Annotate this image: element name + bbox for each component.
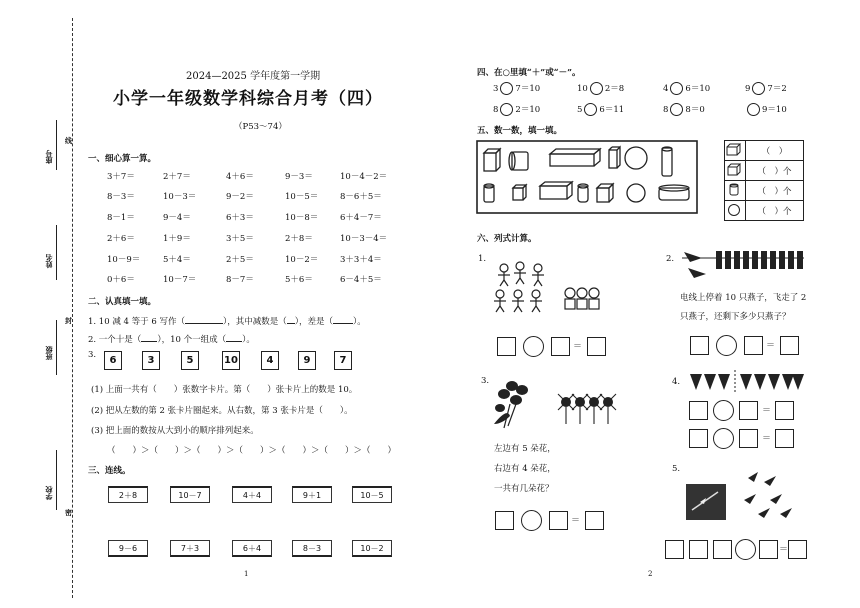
answer-box[interactable] [587, 337, 606, 356]
operator-left-number: 8 [493, 105, 499, 115]
birds-picture [684, 470, 804, 524]
calc-problem[interactable]: 10－3＝ [163, 192, 197, 202]
calc-problem[interactable]: 10－8＝ [285, 213, 319, 223]
operator-circle[interactable] [713, 400, 734, 421]
operator-circle[interactable] [747, 103, 760, 116]
operator-left-number: 8 [663, 105, 669, 115]
fill-q1-blank1[interactable] [185, 323, 223, 324]
flowers-picture [490, 376, 630, 430]
connect-card-bottom[interactable]: 9－6 [108, 540, 148, 557]
q2-text-line2: 只燕子，还剩下多少只燕子？ [680, 312, 791, 322]
answer-box[interactable] [585, 511, 604, 530]
calc-problem[interactable]: 6－4＋5＝ [340, 275, 382, 285]
class-label: 班级 [44, 346, 53, 360]
q1-label: 1. [478, 254, 487, 264]
connect-card-top[interactable]: 10－7 [170, 486, 210, 503]
connect-card-top[interactable]: 2＋8 [108, 486, 148, 503]
fill-q3-sub2: (2) 把从左数的第 2 张卡片圈起来。从右数，第 3 张卡片是（ ）。 [91, 406, 353, 416]
calc-problem[interactable]: 4＋6＝ [226, 172, 254, 182]
connect-card-bottom[interactable]: 6＋4 [232, 540, 272, 557]
section1-title: 一、细心算一算。 [88, 154, 157, 164]
seat-label: 座号 [44, 150, 53, 164]
tally-count-cuboid[interactable]: （ ） [746, 141, 804, 161]
calc-problem[interactable]: 9－2＝ [226, 192, 254, 202]
operator-circle[interactable] [590, 82, 603, 95]
school-label: 学校 [44, 486, 53, 500]
answer-box[interactable] [759, 540, 778, 559]
answer-box[interactable] [549, 511, 568, 530]
answer-box[interactable] [497, 337, 516, 356]
calc-problem[interactable]: 6＋3＝ [226, 213, 254, 223]
operator-right-expr: 6＝11 [599, 105, 625, 115]
operator-circle[interactable] [584, 103, 597, 116]
answer-box[interactable] [739, 401, 758, 420]
operator-left-number: 5 [577, 105, 583, 115]
operator-circle[interactable] [670, 103, 683, 116]
operator-item [493, 103, 540, 116]
connect-card-bottom[interactable]: 7＋3 [170, 540, 210, 557]
cylinder-icon [726, 183, 742, 196]
fill-q1-part3: ），差是（ [294, 317, 333, 327]
swallows-picture [682, 246, 804, 282]
fill-q2-blank2[interactable] [226, 341, 242, 342]
answer-box[interactable] [689, 401, 708, 420]
calc-problem[interactable]: 10－9＝ [107, 255, 141, 265]
order-blanks[interactable]: （ ）＞（ ）＞（ ）＞（ ）＞（ ）＞（ ）＞（ ） [107, 446, 397, 456]
operator-left-number: 9 [745, 84, 751, 94]
answer-box[interactable] [495, 511, 514, 530]
tally-count-cylinder[interactable]: （ ）个 [746, 181, 804, 201]
fill-q2-part1: 2. 一个十是（ [88, 335, 142, 345]
operator-item [663, 103, 705, 116]
number-card[interactable]: 9 [298, 351, 316, 370]
number-card[interactable]: 4 [261, 351, 279, 370]
connect-card-bottom[interactable]: 8－3 [292, 540, 332, 557]
calc-problem[interactable]: 3＋7＝ [107, 172, 135, 182]
fill-q1 [88, 315, 366, 327]
section3-title: 三、连线。 [88, 466, 131, 476]
fill-q3-sub1: (1) 上面一共有（ ）张数字卡片。第（ ）张卡片上的数是 10。 [91, 385, 358, 395]
answer-box[interactable] [689, 429, 708, 448]
tally-count-sphere[interactable]: （ ）个 [746, 201, 804, 221]
operator-circle[interactable] [716, 335, 737, 356]
page-range: （P53～74） [234, 122, 287, 132]
calc-problem[interactable]: 10－4－2＝ [340, 172, 388, 182]
operator-circle[interactable] [735, 539, 756, 560]
section6-title: 六、列式计算。 [477, 234, 537, 244]
answer-box[interactable] [744, 336, 763, 355]
operator-left-number: 3 [493, 84, 499, 94]
name-label: 姓名 [44, 254, 53, 268]
calc-problem[interactable]: 2＋8＝ [285, 234, 313, 244]
strawberries-picture [688, 370, 806, 392]
fill-q3-sub3: (3) 把上面的数按从大到小的顺序排列起来。 [91, 426, 259, 436]
operator-circle[interactable] [752, 82, 765, 95]
answer-box[interactable] [665, 540, 684, 559]
calc-problem[interactable]: 2＋5＝ [226, 255, 254, 265]
page-number-1: 1 [244, 570, 249, 578]
answer-box[interactable] [739, 429, 758, 448]
operator-item [577, 82, 624, 95]
calc-problem[interactable]: 8－7＝ [226, 275, 254, 285]
operator-right-expr: 9＝10 [762, 105, 787, 115]
answer-box[interactable] [775, 429, 794, 448]
operator-circle[interactable] [521, 510, 542, 531]
class-field[interactable] [56, 320, 57, 375]
equals-sign: ＝ [571, 516, 581, 526]
fill-q2 [88, 333, 255, 345]
fill-q1-part4: ）。 [353, 317, 366, 327]
operator-item [745, 82, 787, 95]
binding-mark-line: 线 [65, 136, 72, 145]
q3-text-line1: 左边有 5 朵花， [494, 444, 556, 454]
fill-q2-part2: ），10 个一组成（ [157, 335, 227, 345]
equals-sign: ＝ [779, 545, 789, 555]
calc-problem[interactable]: 10－7＝ [163, 275, 197, 285]
fill-q2-blank1[interactable] [141, 341, 157, 342]
number-card[interactable]: 6 [104, 351, 122, 370]
operator-left-number: 4 [663, 84, 669, 94]
operator-right-expr: 2＝10 [515, 105, 541, 115]
q4-label: 4. [672, 377, 681, 387]
operator-circle[interactable] [713, 428, 734, 449]
answer-box[interactable] [551, 337, 570, 356]
cube-icon [726, 163, 742, 176]
equals-sign: ＝ [762, 434, 772, 444]
school-year: 2024—2025 学年度第一学期 [186, 71, 321, 82]
operator-item [577, 103, 624, 116]
tally-count-cube[interactable]: （ ）个 [746, 161, 804, 181]
calc-problem[interactable]: 9－4＝ [163, 213, 191, 223]
answer-box[interactable] [690, 336, 709, 355]
section2-title: 二、认真填一填。 [88, 297, 157, 307]
school-field[interactable] [56, 450, 57, 510]
calc-problem[interactable]: 2＋7＝ [163, 172, 191, 182]
section4-title: 四、在○里填“＋”或“－”。 [477, 68, 581, 78]
operator-circle[interactable] [523, 336, 544, 357]
operator-right-expr: 8＝0 [685, 105, 705, 115]
fill-q2-part3: ）。 [242, 335, 255, 345]
number-card[interactable]: 10 [222, 351, 240, 370]
fill-q1-part1: 1. 10 减 4 等于 6 写作（ [88, 317, 185, 327]
calc-problem[interactable]: 2＋6＝ [107, 234, 135, 244]
calc-problem[interactable]: 5＋4＝ [163, 255, 191, 265]
number-card[interactable]: 5 [181, 351, 199, 370]
exam-title: 小学一年级数学科综合月考（四） [113, 89, 383, 109]
operator-circle[interactable] [500, 103, 513, 116]
calc-problem[interactable]: 9－3＝ [285, 172, 313, 182]
number-card[interactable]: 7 [334, 351, 352, 370]
q3-label: 3. [481, 376, 490, 386]
connect-card-top[interactable]: 9＋1 [292, 486, 332, 503]
seat-field[interactable] [56, 120, 57, 170]
sphere-icon [726, 203, 742, 216]
calc-problem[interactable]: 10－3－4＝ [340, 234, 388, 244]
calc-problem[interactable]: 5＋6＝ [285, 275, 313, 285]
q3-text-line2: 右边有 4 朵花， [494, 464, 556, 474]
fill-q1-part2: ），其中减数是（ [222, 317, 287, 327]
calc-problem[interactable]: 3＋3＋4＝ [340, 255, 382, 265]
calc-problem[interactable]: 1＋9＝ [163, 234, 191, 244]
operator-right-expr: 7＝10 [515, 84, 541, 94]
binding-mark-seal: 封 [65, 316, 72, 325]
operator-right-expr: 6＝10 [685, 84, 711, 94]
calc-problem[interactable]: 6＋4－7＝ [340, 213, 382, 223]
q2-label: 2. [666, 254, 675, 264]
section5-title: 五、数一数，填一填。 [477, 126, 563, 136]
equals-sign: ＝ [573, 342, 583, 352]
operator-right-expr: 2＝8 [604, 84, 625, 94]
answer-box[interactable] [788, 540, 807, 559]
binding-mark-secret: 密 [65, 508, 72, 517]
operator-left-number: 10 [577, 84, 588, 94]
calc-problem[interactable]: 0＋6＝ [107, 275, 135, 285]
operator-circle[interactable] [500, 82, 513, 95]
fill-q3-label: 3. [88, 350, 97, 360]
answer-box[interactable] [689, 540, 708, 559]
connect-card-bottom[interactable]: 10－2 [352, 540, 392, 557]
calc-problem[interactable]: 3＋5＝ [226, 234, 254, 244]
operator-item [493, 82, 540, 95]
calc-problem[interactable]: 8－3＝ [107, 192, 135, 202]
binding-line [72, 18, 73, 598]
equals-sign: ＝ [766, 341, 776, 351]
fill-q1-blank3[interactable] [333, 323, 353, 324]
operator-item [663, 82, 710, 95]
fill-q1-blank2[interactable] [287, 323, 295, 324]
q5-label: 5. [672, 464, 681, 474]
tally-table [724, 140, 804, 221]
answer-box[interactable] [780, 336, 799, 355]
operator-item [745, 103, 787, 116]
name-field[interactable] [56, 225, 57, 280]
answer-box[interactable] [713, 540, 732, 559]
q2-text-line1: 电线上停着 10 只燕子，飞走了 2 [680, 293, 807, 303]
children-picture [492, 258, 604, 320]
calc-problem[interactable]: 8－6＋5＝ [340, 192, 382, 202]
equals-sign: ＝ [762, 406, 772, 416]
connect-card-top[interactable]: 10－5 [352, 486, 392, 503]
cuboid-icon [726, 143, 742, 156]
answer-box[interactable] [775, 401, 794, 420]
shapes-picture [476, 140, 698, 214]
operator-right-expr: 7＝2 [767, 84, 787, 94]
page-number-2: 2 [648, 570, 653, 578]
calc-problem[interactable]: 10－2＝ [285, 255, 319, 265]
operator-circle[interactable] [670, 82, 683, 95]
connect-card-top[interactable]: 4＋4 [232, 486, 272, 503]
calc-problem[interactable]: 10－5＝ [285, 192, 319, 202]
number-card[interactable]: 3 [142, 351, 160, 370]
calc-problem[interactable]: 8－1＝ [107, 213, 135, 223]
q3-text-line3: 一共有几朵花？ [494, 484, 554, 494]
